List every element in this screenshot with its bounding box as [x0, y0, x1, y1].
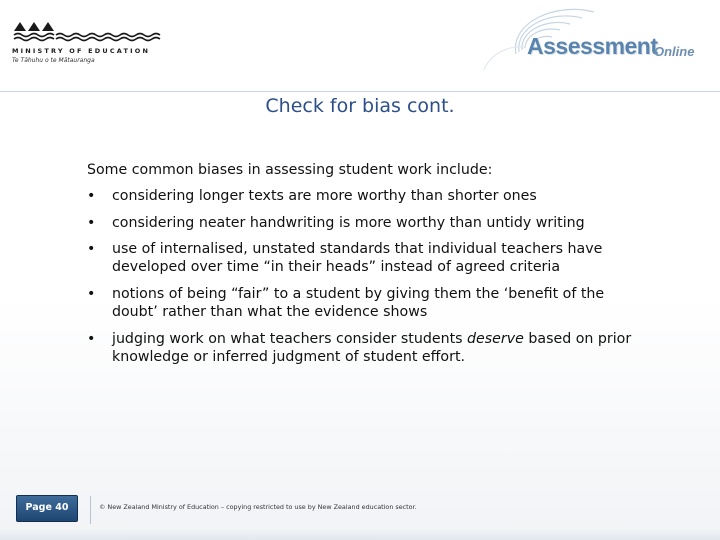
list-item-text: considering longer texts are more worthy than shorter ones	[112, 188, 537, 205]
list-item-text: notions of being “fair” to a student by giving them the ‘benefit of the doubt’ rather than what the evidence shows	[112, 285, 605, 321]
bullet-icon: •	[87, 330, 96, 347]
slide-body	[87, 161, 647, 374]
list-item	[87, 214, 647, 232]
list-item-text-end: based on prior knowledge or inferred judgment of student effort.	[112, 330, 632, 365]
ministry-maori-name: Te Tāhuhu o te Mātauranga	[12, 57, 95, 64]
slide-title: Check for bias cont.	[265, 95, 455, 117]
list-item	[87, 330, 647, 367]
bullet-icon: •	[87, 241, 96, 258]
bias-list	[87, 187, 647, 366]
list-item	[87, 240, 647, 277]
list-item-text	[112, 331, 631, 365]
ministry-mountain-icon	[12, 18, 162, 46]
bullet-icon: •	[87, 214, 96, 231]
list-item-text: use of internalised, unstated standards that individual teachers have developed over time “in their heads” instead of agreed criteria	[112, 241, 603, 276]
brand-word: Assessment	[527, 33, 658, 59]
emphasis-text: deserve	[467, 330, 524, 347]
intro-text: Some common biases in assessing student work include:	[87, 162, 493, 178]
ministry-logo	[12, 18, 162, 68]
copyright-notice: © New Zealand Ministry of Education – copying restricted to use by New Zealand education sector.	[99, 503, 417, 511]
brand-suffix: Online	[654, 44, 695, 59]
page-number-badge: Page 40	[16, 495, 78, 522]
list-item	[87, 285, 647, 322]
list-item-text-start: judging work on what teachers consider students	[112, 330, 468, 347]
assessment-online-logo	[470, 4, 710, 84]
ministry-name: MINISTRY OF EDUCATION	[12, 47, 151, 55]
footer-strip	[0, 530, 720, 540]
header-divider	[0, 91, 720, 92]
bullet-icon: •	[87, 188, 96, 205]
list-item-text: considering neater handwriting is more worthy than untidy writing	[112, 214, 585, 231]
bullet-icon: •	[87, 285, 96, 302]
footer-divider	[90, 496, 91, 524]
list-item	[87, 187, 647, 205]
